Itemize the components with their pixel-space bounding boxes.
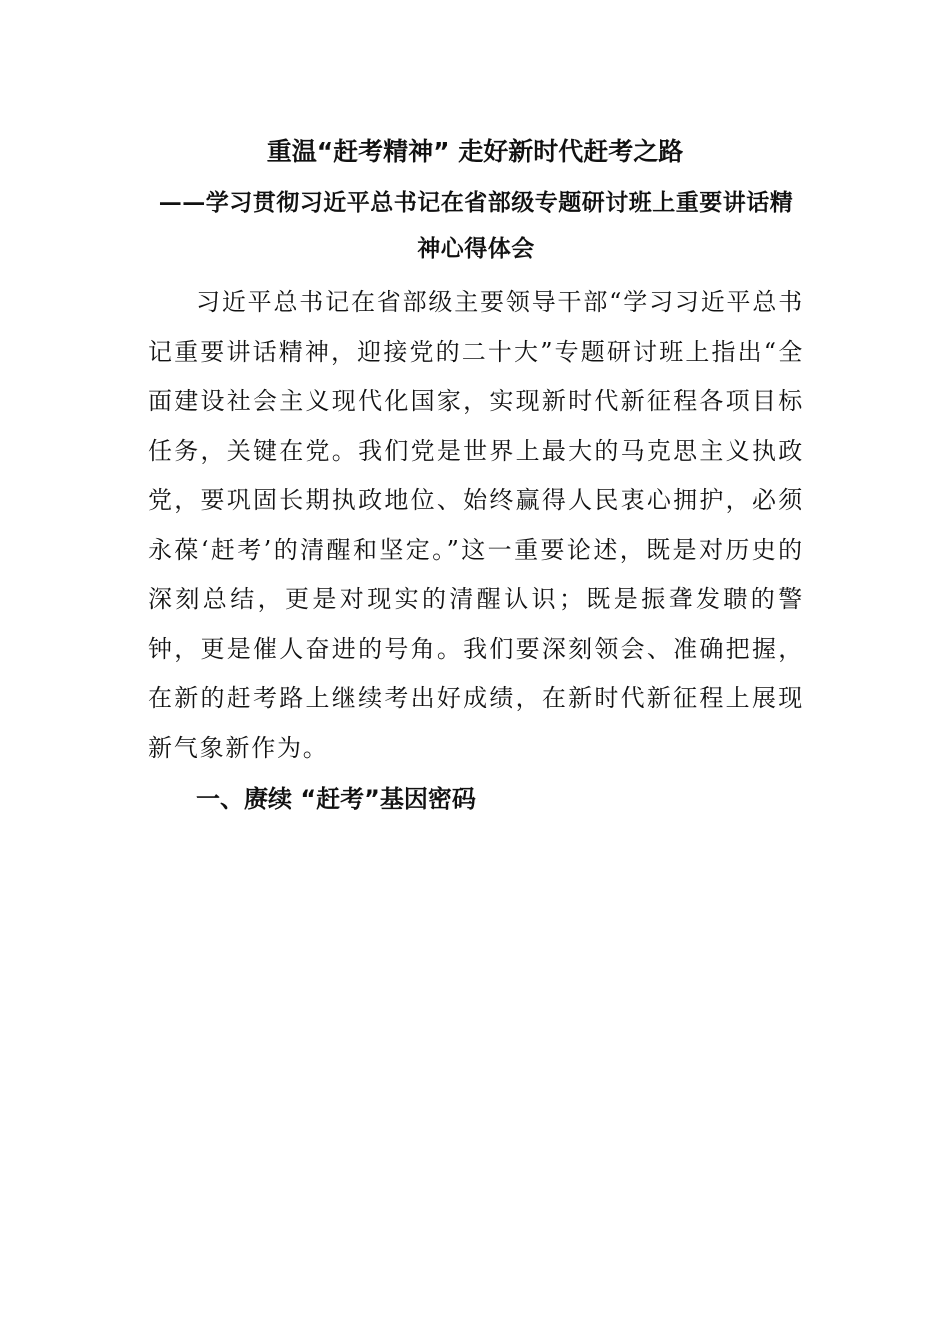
section-heading: 一、赓续 “赶考”基因密码	[196, 785, 476, 813]
body-paragraph: 习近平总书记在省部级主要领导干部“学习习近平总书记重要讲话精神，迎接党的二十大”专题研讨班上指出“全面建设社会主义现代化国家，实现新时代新征程各项目标任务，关键在党。我们党是世界上最大的马克思主义执政党，要巩固长期执政地位、始终赢得人民衷心拥护，必须永葆‘赶考’的清醒和坚定。”这一重要论述，既是对历史的深刻总结，更是对现实的清醒认识；既是振聋发聩的警钟，更是催人奋进的号角。我们要深刻领会、准确把握，在新的赶考路上继续考出好成绩，在新时代新征程上展现新气象新作为。	[148, 288, 804, 762]
document-subtitle: ——学习贯彻习近平总书记在省部级专题研讨班上重要讲话精神心得体会	[158, 189, 794, 262]
document-title: 重温“赶考精神” 走好新时代赶考之路	[266, 137, 684, 166]
